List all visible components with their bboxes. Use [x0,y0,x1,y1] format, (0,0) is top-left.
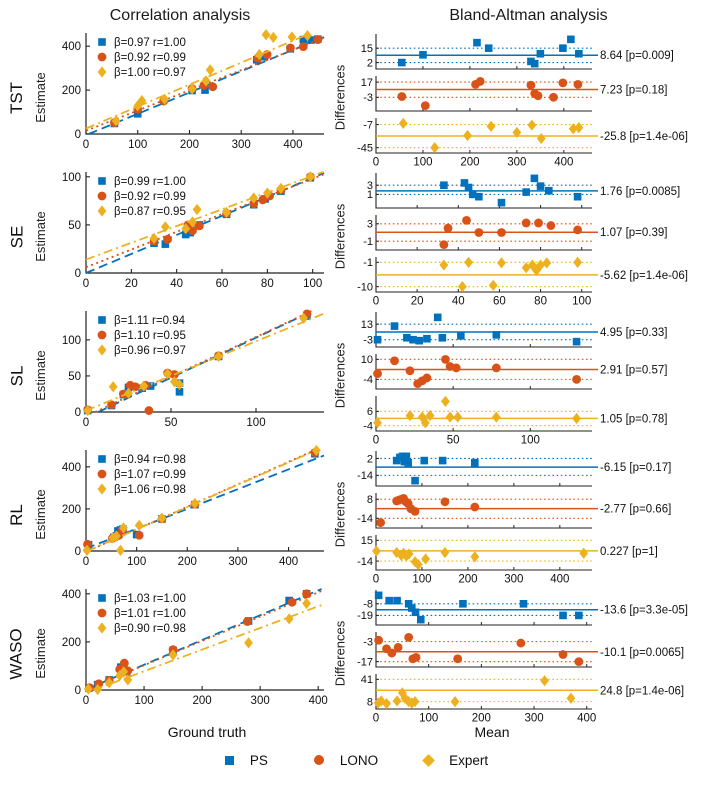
svg-text:40: 40 [170,278,184,290]
svg-text:24.8 [p=1.4e-06]: 24.8 [p=1.4e-06] [600,685,685,698]
row-sl [4,306,709,445]
svg-text:60: 60 [493,295,506,308]
title-bland-altman: Bland-Altman analysis [449,6,608,24]
bland-altman-plot-se [350,167,699,306]
svg-text:40: 40 [451,295,465,308]
row-tst [4,28,709,167]
svg-text:7.23 [p=0.18]: 7.23 [p=0.18] [600,84,668,97]
svg-text:400: 400 [550,573,570,586]
estimate-axis-label: Estimate [32,72,48,123]
svg-text:1.05 [p=0.78]: 1.05 [p=0.78] [600,413,668,426]
svg-text:β=1.07 r=0.99: β=1.07 r=0.99 [114,469,186,481]
svg-text:200: 200 [179,139,200,151]
bland-altman-plot-sl [350,306,699,445]
svg-text:300: 300 [250,695,270,707]
svg-text:2: 2 [366,57,373,70]
svg-text:10: 10 [360,354,373,367]
svg-text:100: 100 [134,695,154,707]
svg-text:-3: -3 [363,92,373,105]
svg-text:400: 400 [278,556,299,568]
svg-text:-6.15 [p=0.17]: -6.15 [p=0.17] [600,462,672,475]
svg-text:-17: -17 [357,656,373,669]
svg-text:100: 100 [61,334,81,347]
svg-text:3: 3 [366,180,373,193]
svg-text:-10: -10 [357,281,373,294]
svg-text:2: 2 [366,453,373,466]
svg-text:β=1.10 r=0.95: β=1.10 r=0.95 [114,330,186,342]
svg-text:8: 8 [366,494,373,507]
svg-text:β=1.11 r=0.94: β=1.11 r=0.94 [114,315,185,327]
svg-text:β=0.87 r=0.95: β=0.87 r=0.95 [114,206,186,218]
svg-text:1.76 [p=0.0085]: 1.76 [p=0.0085] [600,185,681,198]
svg-text:0: 0 [372,156,380,169]
svg-text:100: 100 [127,556,147,568]
svg-text:300: 300 [524,712,544,725]
legend-label-expert: Expert [449,752,489,768]
svg-text:400: 400 [554,156,574,169]
svg-text:20: 20 [124,278,138,290]
ps-square-icon [225,756,234,765]
svg-text:-45: -45 [357,142,373,155]
svg-text:15: 15 [360,42,373,55]
row-se [4,167,709,306]
svg-text:400: 400 [577,712,597,725]
legend-label-lono: LONO [339,752,379,768]
svg-text:60: 60 [215,278,229,290]
svg-text:1.07 [p=0.39]: 1.07 [p=0.39] [600,227,668,240]
svg-text:β=1.01 r=1.00: β=1.01 r=1.00 [114,608,186,620]
svg-text:6: 6 [366,406,373,419]
svg-text:100: 100 [419,712,439,725]
svg-text:-2.77 [p=0.66]: -2.77 [p=0.66] [600,503,672,516]
differences-axis-label: Differences [332,64,348,131]
svg-text:80: 80 [534,295,547,308]
svg-text:41: 41 [360,674,373,687]
svg-text:0: 0 [372,712,380,725]
svg-text:0: 0 [74,407,81,419]
svg-text:-14: -14 [357,513,373,526]
row-rl [4,445,709,584]
svg-text:400: 400 [61,588,81,601]
x-axis-labels [4,723,709,747]
svg-text:β=0.90 r=0.98: β=0.90 r=0.98 [114,623,186,635]
row-label-se: SE [7,225,26,248]
svg-text:17: 17 [360,76,373,89]
svg-text:β=1.03 r=1.00: β=1.03 r=1.00 [114,593,186,605]
correlation-plot-se [50,167,330,306]
differences-axis-label: Differences [332,481,348,548]
svg-text:-19: -19 [357,610,373,623]
row-label-rl: RL [6,503,26,526]
svg-text:8: 8 [366,696,373,709]
estimate-axis-label: Estimate [32,211,48,262]
svg-text:-10.1 [p=0.0065]: -10.1 [p=0.0065] [600,646,685,659]
estimate-axis-label: Estimate [32,628,48,679]
svg-text:0: 0 [82,695,90,707]
svg-text:-13.6 [p=3.3e-05]: -13.6 [p=3.3e-05] [600,604,688,617]
svg-text:0: 0 [74,546,81,558]
svg-text:50: 50 [68,219,81,232]
svg-text:0: 0 [372,295,380,308]
differences-axis-label: Differences [332,203,348,270]
column-titles [4,3,709,28]
estimate-axis-label: Estimate [32,489,48,540]
legend-item-ps [225,753,268,768]
svg-text:β=0.92 r=0.99: β=0.92 r=0.99 [114,52,186,64]
row-label-sl: SL [6,365,26,386]
svg-text:300: 300 [231,139,251,151]
bland-altman-plot-tst [350,28,699,167]
svg-text:-14: -14 [357,470,373,483]
svg-text:0: 0 [74,685,81,697]
svg-text:20: 20 [410,295,424,308]
svg-text:2.91 [p=0.57]: 2.91 [p=0.57] [600,364,668,377]
correlation-plot-waso [50,584,330,723]
estimate-axis-label: Estimate [32,350,48,401]
svg-text:-7: -7 [363,119,373,132]
svg-text:200: 200 [192,695,212,707]
svg-text:8.64 [p=0.009]: 8.64 [p=0.009] [600,50,674,63]
svg-text:0: 0 [74,129,81,141]
bland-altman-plot-rl [350,445,699,584]
row-label-tst: TST [7,81,27,114]
svg-text:0: 0 [82,417,90,429]
svg-text:1: 1 [366,189,373,202]
svg-text:-5.62 [p=1.4e-06]: -5.62 [p=1.4e-06] [600,269,688,282]
svg-text:β=1.00 r=0.97: β=1.00 r=0.97 [114,67,186,79]
svg-text:100: 100 [61,171,81,184]
legend-item-lono [314,753,378,768]
svg-text:-3: -3 [363,334,373,347]
svg-text:β=0.92 r=0.99: β=0.92 r=0.99 [114,191,186,203]
svg-text:β=0.94 r=0.98: β=0.94 r=0.98 [114,454,186,466]
mean-axis-label: Mean [474,724,510,740]
svg-text:3: 3 [366,218,373,231]
svg-text:100: 100 [412,573,432,586]
svg-text:0.227 [p=1]: 0.227 [p=1] [600,545,658,558]
svg-text:0: 0 [82,139,90,151]
expert-diamond-icon [422,754,435,767]
svg-text:80: 80 [260,278,274,290]
svg-text:300: 300 [507,156,527,169]
svg-text:300: 300 [228,556,248,568]
svg-text:0: 0 [82,278,90,290]
svg-text:-1: -1 [363,257,373,270]
svg-text:-4: -4 [363,420,373,433]
svg-text:0: 0 [74,268,81,280]
svg-text:β=1.06 r=0.98: β=1.06 r=0.98 [114,484,186,496]
differences-axis-label: Differences [332,342,348,409]
svg-text:100: 100 [572,295,592,308]
svg-text:300: 300 [504,573,524,586]
svg-text:0: 0 [372,573,380,586]
legend-label-ps: PS [249,752,268,768]
svg-text:100: 100 [303,278,323,290]
row-waso [4,584,709,723]
svg-text:-3: -3 [363,636,373,649]
svg-text:200: 200 [458,573,478,586]
bland-altman-plot-waso [350,584,699,723]
svg-text:-4: -4 [363,374,373,387]
svg-text:200: 200 [177,556,197,568]
svg-text:200: 200 [460,156,480,169]
svg-text:100: 100 [413,156,433,169]
svg-text:-8: -8 [363,598,373,611]
figure-legend [4,747,709,773]
svg-text:15: 15 [360,535,373,548]
svg-text:200: 200 [61,503,81,516]
svg-text:100: 100 [128,139,148,151]
svg-text:400: 400 [308,695,328,707]
lono-circle-icon [314,755,324,765]
svg-text:400: 400 [61,461,81,474]
svg-text:200: 200 [471,712,491,725]
svg-text:β=0.99 r=1.00: β=0.99 r=1.00 [114,176,186,188]
svg-text:-14: -14 [357,555,373,568]
svg-text:100: 100 [520,434,540,447]
svg-text:4.95 [p=0.33]: 4.95 [p=0.33] [600,326,668,339]
svg-text:-25.8 [p=1.4e-06]: -25.8 [p=1.4e-06] [600,130,688,143]
svg-text:β=0.96 r=0.97: β=0.96 r=0.97 [114,345,186,357]
ground-truth-axis-label: Ground truth [167,724,247,740]
svg-text:400: 400 [283,139,303,151]
svg-text:100: 100 [246,417,266,429]
svg-text:13: 13 [360,318,373,331]
correlation-plot-tst [50,28,330,167]
svg-text:50: 50 [164,417,178,429]
correlation-plot-rl [50,445,330,584]
svg-text:0: 0 [372,434,380,447]
svg-text:50: 50 [68,370,81,383]
svg-text:50: 50 [446,434,460,447]
svg-text:β=0.97 r=1.00: β=0.97 r=1.00 [114,37,186,49]
svg-text:400: 400 [61,41,81,54]
row-label-waso: WASO [7,627,27,680]
legend-item-expert [424,753,488,768]
svg-text:200: 200 [61,636,81,649]
svg-text:200: 200 [61,85,81,98]
svg-text:-1: -1 [363,235,373,248]
title-correlation: Correlation analysis [109,6,251,24]
differences-axis-label: Differences [332,620,348,687]
correlation-plot-sl [50,306,330,445]
svg-text:0: 0 [82,556,90,568]
